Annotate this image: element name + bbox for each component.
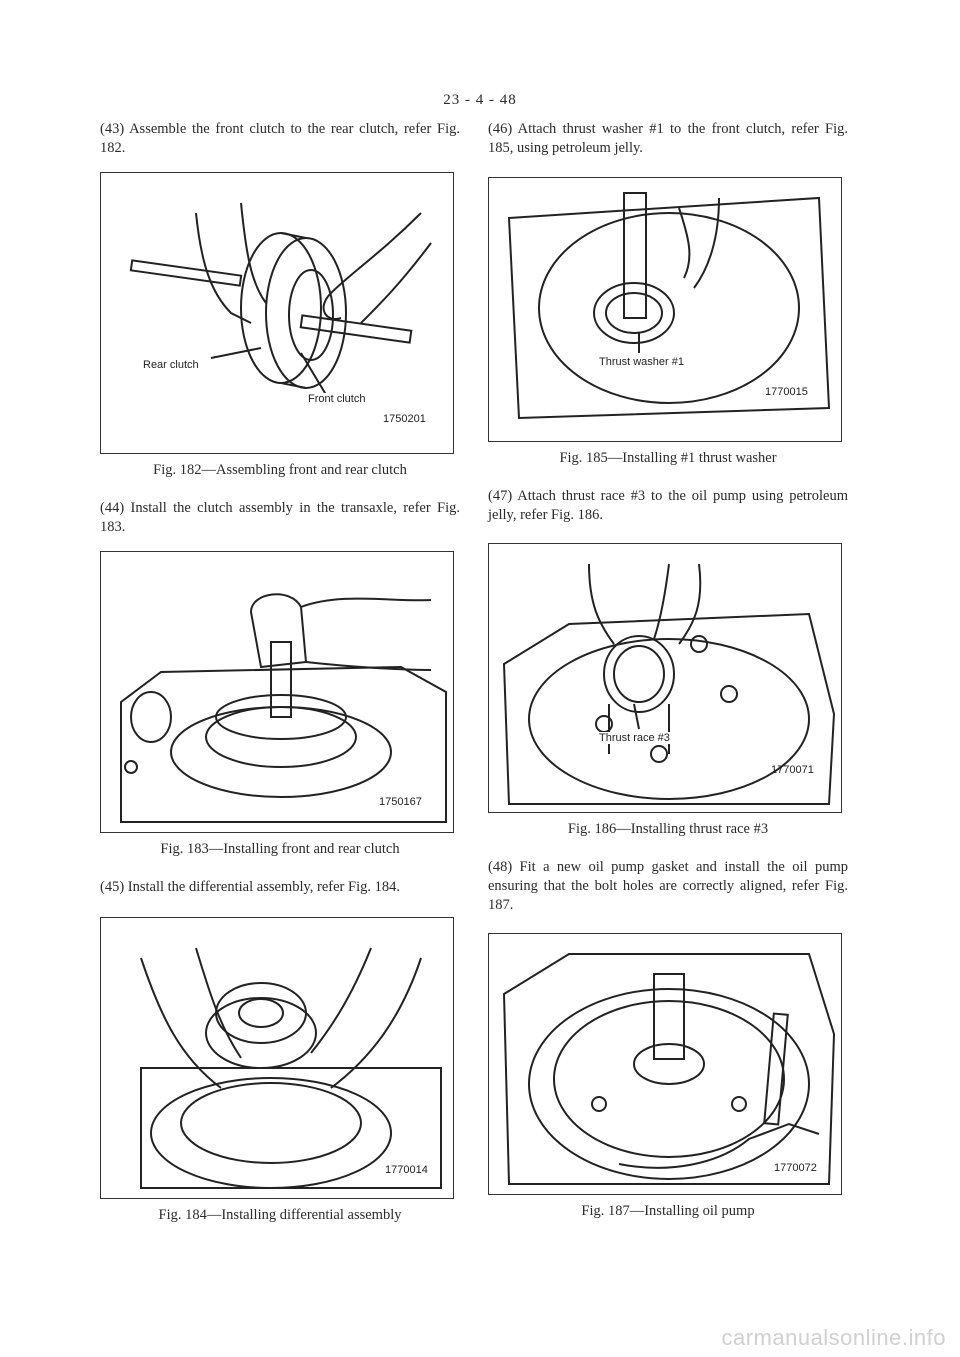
callout-front-clutch: Front clutch: [308, 393, 366, 405]
figure-187: [488, 933, 842, 1195]
callout-thrust-race-3: Thrust race #3: [599, 732, 670, 744]
figure-187-code: 1770072: [774, 1162, 817, 1174]
watermark: carmanualsonline.info: [721, 1325, 946, 1350]
figure-183-caption: Fig. 183—Installing front and rear clutch: [160, 841, 400, 857]
page-number: 23 - 4 - 48: [443, 92, 517, 108]
figure-182: [100, 172, 454, 454]
figure-186-caption: Fig. 186—Installing thrust race #3: [567, 821, 769, 837]
figure-183-illustration: [101, 552, 454, 833]
step-47-text: (47) Attach thrust race #3 to the oil pump using petroleum jelly, refer Fig. 186.: [488, 488, 848, 523]
figure-182-illustration: [101, 173, 454, 454]
figure-184-caption: Fig. 184—Installing differential assembly: [158, 1207, 402, 1223]
step-48-text: (48) Fit a new oil pump gasket and install the oil pump ensuring that the bolt holes are correctly aligned, refer Fig. 187.: [488, 859, 848, 913]
figure-184-code: 1770014: [385, 1164, 428, 1176]
step-46-text: (46) Attach thrust washer #1 to the front clutch, refer Fig. 185, using petroleum jelly.: [488, 121, 848, 156]
step-45-text: (45) Install the differential assembly, refer Fig. 184.: [100, 879, 400, 895]
figure-183-code: 1750167: [379, 796, 422, 808]
left-column: [100, 120, 460, 1224]
callout-rear-clutch: Rear clutch: [143, 359, 199, 371]
step-43-text: (43) Assemble the front clutch to the rear clutch, refer Fig. 182.: [100, 121, 460, 156]
figure-184-illustration: [101, 918, 454, 1199]
step-44-text: (44) Install the clutch assembly in the transaxle, refer Fig. 183.: [100, 500, 460, 535]
figure-185: [488, 177, 842, 442]
right-column: [488, 120, 848, 1220]
figure-186: [488, 543, 842, 813]
figure-182-caption: Fig. 182—Assembling front and rear clutch: [153, 462, 407, 478]
callout-thrust-washer-1: Thrust washer #1: [599, 356, 684, 368]
figure-186-code: 1770071: [771, 764, 814, 776]
figure-187-caption: Fig. 187—Installing oil pump: [581, 1203, 755, 1219]
figure-182-code: 1750201: [383, 413, 426, 425]
figure-185-illustration: [489, 178, 842, 442]
figure-183: [100, 551, 454, 833]
figure-185-code: 1770015: [765, 386, 808, 398]
figure-187-illustration: [489, 934, 842, 1195]
figure-185-caption: Fig. 185—Installing #1 thrust washer: [559, 450, 777, 466]
figure-184: [100, 917, 454, 1199]
